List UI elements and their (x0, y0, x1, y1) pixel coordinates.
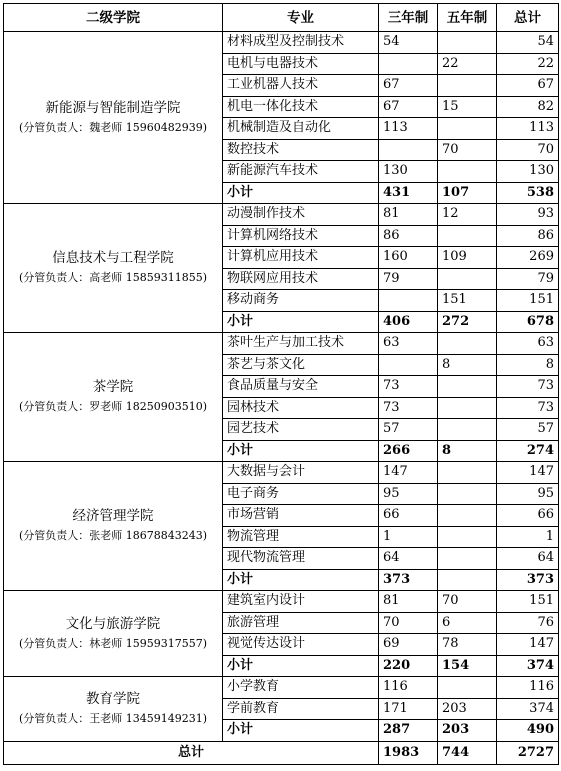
college-cell (4, 32, 223, 204)
college-cell (4, 204, 223, 333)
major-cell: 新能源汽车技术 (223, 161, 379, 183)
header-three-year: 三年制 (379, 4, 438, 32)
three-year-cell: 147 (379, 462, 438, 484)
five-year-cell: 22 (438, 53, 497, 75)
three-year-cell: 130 (379, 161, 438, 183)
five-year-cell (438, 333, 497, 355)
subtotal-three-year: 220 (379, 655, 438, 677)
three-year-cell: 64 (379, 548, 438, 570)
header-total: 总计 (497, 4, 559, 32)
total-cell: 95 (497, 483, 559, 505)
five-year-cell (438, 462, 497, 484)
major-cell: 园艺技术 (223, 419, 379, 441)
major-cell: 园林技术 (223, 397, 379, 419)
three-year-cell: 160 (379, 247, 438, 269)
five-year-cell (438, 75, 497, 97)
table-row (4, 591, 559, 613)
total-cell: 82 (497, 96, 559, 118)
major-cell: 计算机应用技术 (223, 247, 379, 269)
subtotal-total: 274 (497, 440, 559, 462)
college-name: 经济管理学院 (72, 508, 154, 524)
college-name: 新能源与智能制造学院 (45, 99, 181, 116)
five-year-cell: 12 (438, 204, 497, 226)
total-cell: 151 (497, 591, 559, 613)
major-cell: 机械制造及自动化 (223, 118, 379, 140)
three-year-cell (379, 53, 438, 75)
five-year-cell: 151 (438, 290, 497, 312)
five-year-cell (438, 161, 497, 183)
subtotal-total: 374 (497, 655, 559, 677)
enrollment-table (3, 3, 559, 765)
major-cell: 学前教育 (223, 698, 379, 720)
college-name: 信息技术与工程学院 (52, 250, 174, 266)
three-year-cell: 54 (379, 32, 438, 54)
subtotal-label: 小计 (223, 569, 379, 591)
major-cell: 电机与电器技术 (223, 53, 379, 75)
five-year-cell: 109 (438, 247, 497, 269)
five-year-cell (438, 118, 497, 140)
college-name: 文化与旅游学院 (65, 615, 161, 632)
total-cell: 73 (497, 376, 559, 398)
college-manager: (分管负责人：魏老师 15960482939) (18, 120, 208, 134)
three-year-cell: 86 (379, 225, 438, 247)
three-year-cell: 81 (379, 204, 438, 226)
total-cell: 54 (497, 32, 559, 54)
three-year-cell: 66 (379, 505, 438, 527)
grand-three-year: 1983 (379, 741, 438, 764)
five-year-cell (438, 32, 497, 54)
total-cell: 63 (497, 333, 559, 355)
major-cell: 旅游管理 (223, 612, 379, 634)
major-cell: 小学教育 (223, 677, 379, 699)
three-year-cell: 63 (379, 333, 438, 355)
table-row (4, 677, 559, 699)
major-cell: 视觉传达设计 (223, 634, 379, 656)
major-cell: 食品质量与安全 (223, 376, 379, 398)
college-manager: (分管负责人：张老师 18678843243) (18, 529, 208, 542)
three-year-cell: 95 (379, 483, 438, 505)
header-major: 专业 (223, 4, 379, 32)
college-manager: (分管负责人：高老师 15859311855) (18, 271, 208, 284)
three-year-cell: 67 (379, 96, 438, 118)
major-cell: 电子商务 (223, 483, 379, 505)
subtotal-label: 小计 (223, 182, 379, 204)
subtotal-total: 373 (497, 569, 559, 591)
three-year-cell: 113 (379, 118, 438, 140)
college-manager: (分管负责人：王老师 13459149231) (18, 711, 208, 725)
total-cell: 22 (497, 53, 559, 75)
major-cell: 大数据与会计 (223, 462, 379, 484)
total-cell: 116 (497, 677, 559, 699)
major-cell: 物流管理 (223, 526, 379, 548)
five-year-cell (438, 505, 497, 527)
subtotal-total: 678 (497, 311, 559, 333)
three-year-cell (379, 139, 438, 161)
three-year-cell: 81 (379, 591, 438, 613)
subtotal-five-year: 272 (438, 311, 497, 333)
major-cell: 物联网应用技术 (223, 268, 379, 290)
total-cell: 66 (497, 505, 559, 527)
total-cell: 86 (497, 225, 559, 247)
total-cell: 147 (497, 634, 559, 656)
total-cell: 57 (497, 419, 559, 441)
total-cell: 374 (497, 698, 559, 720)
table-row (4, 462, 559, 484)
subtotal-three-year: 373 (379, 569, 438, 591)
subtotal-label: 小计 (223, 720, 379, 742)
three-year-cell: 57 (379, 419, 438, 441)
three-year-cell: 69 (379, 634, 438, 656)
total-cell: 67 (497, 75, 559, 97)
college-cell (4, 677, 223, 742)
five-year-cell (438, 548, 497, 570)
major-cell: 机电一体化技术 (223, 96, 379, 118)
five-year-cell: 70 (438, 591, 497, 613)
subtotal-label: 小计 (223, 655, 379, 677)
five-year-cell (438, 483, 497, 505)
subtotal-three-year: 266 (379, 440, 438, 462)
grand-total: 2727 (497, 741, 559, 764)
header-college: 二级学院 (4, 4, 223, 32)
total-cell: 70 (497, 139, 559, 161)
college-cell (4, 591, 223, 677)
major-cell: 茶艺与茶文化 (223, 354, 379, 376)
total-cell: 147 (497, 462, 559, 484)
table-row (4, 204, 559, 226)
subtotal-five-year: 154 (438, 655, 497, 677)
three-year-cell: 79 (379, 268, 438, 290)
major-cell: 茶叶生产与加工技术 (223, 333, 379, 355)
total-cell: 130 (497, 161, 559, 183)
five-year-cell (438, 526, 497, 548)
three-year-cell: 1 (379, 526, 438, 548)
subtotal-label: 小计 (223, 440, 379, 462)
three-year-cell: 171 (379, 698, 438, 720)
grand-five-year: 744 (438, 741, 497, 764)
college-name: 教育学院 (86, 690, 140, 707)
subtotal-three-year: 406 (379, 311, 438, 333)
five-year-cell (438, 419, 497, 441)
three-year-cell: 70 (379, 612, 438, 634)
total-cell: 73 (497, 397, 559, 419)
college-manager: (分管负责人：罗老师 18250903510) (18, 400, 208, 413)
major-cell: 材料成型及控制技术 (223, 32, 379, 54)
header-five-year: 五年制 (438, 4, 497, 32)
table-body (4, 32, 559, 765)
five-year-cell: 15 (438, 96, 497, 118)
total-cell: 113 (497, 118, 559, 140)
major-cell: 建筑室内设计 (223, 591, 379, 613)
college-cell (4, 462, 223, 591)
five-year-cell (438, 225, 497, 247)
subtotal-five-year: 203 (438, 720, 497, 742)
three-year-cell (379, 290, 438, 312)
total-cell: 76 (497, 612, 559, 634)
college-manager: (分管负责人：林老师 15959317557) (18, 636, 208, 650)
five-year-cell (438, 268, 497, 290)
major-cell: 动漫制作技术 (223, 204, 379, 226)
major-cell: 市场营销 (223, 505, 379, 527)
five-year-cell: 203 (438, 698, 497, 720)
header-row (4, 4, 559, 32)
five-year-cell: 70 (438, 139, 497, 161)
five-year-cell (438, 677, 497, 699)
three-year-cell: 73 (379, 376, 438, 398)
three-year-cell: 67 (379, 75, 438, 97)
table-row (4, 333, 559, 355)
subtotal-five-year: 8 (438, 440, 497, 462)
subtotal-label: 小计 (223, 311, 379, 333)
subtotal-three-year: 287 (379, 720, 438, 742)
subtotal-five-year: 107 (438, 182, 497, 204)
three-year-cell (379, 354, 438, 376)
total-cell: 93 (497, 204, 559, 226)
total-cell: 64 (497, 548, 559, 570)
subtotal-total: 490 (497, 720, 559, 742)
total-cell: 1 (497, 526, 559, 548)
grand-total-row (4, 741, 559, 764)
five-year-cell (438, 397, 497, 419)
major-cell: 工业机器人技术 (223, 75, 379, 97)
five-year-cell (438, 376, 497, 398)
subtotal-three-year: 431 (379, 182, 438, 204)
subtotal-five-year (438, 569, 497, 591)
total-cell: 8 (497, 354, 559, 376)
major-cell: 数控技术 (223, 139, 379, 161)
five-year-cell: 8 (438, 354, 497, 376)
table-row (4, 32, 559, 54)
subtotal-total: 538 (497, 182, 559, 204)
total-cell: 269 (497, 247, 559, 269)
major-cell: 计算机网络技术 (223, 225, 379, 247)
major-cell: 现代物流管理 (223, 548, 379, 570)
three-year-cell: 116 (379, 677, 438, 699)
grand-total-label: 总计 (4, 741, 379, 764)
major-cell: 移动商务 (223, 290, 379, 312)
college-cell (4, 333, 223, 462)
five-year-cell: 78 (438, 634, 497, 656)
total-cell: 151 (497, 290, 559, 312)
three-year-cell: 73 (379, 397, 438, 419)
college-name: 茶学院 (92, 379, 134, 395)
five-year-cell: 6 (438, 612, 497, 634)
total-cell: 79 (497, 268, 559, 290)
